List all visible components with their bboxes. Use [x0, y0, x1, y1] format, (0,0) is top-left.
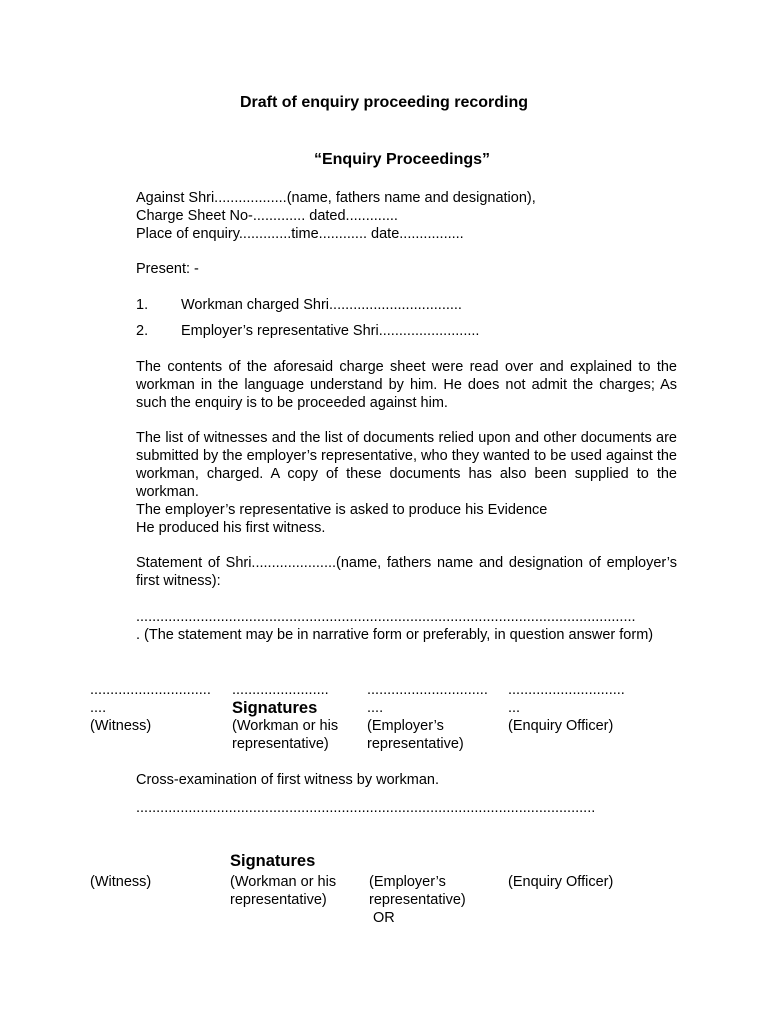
employer-label: (Employer’s [369, 874, 446, 890]
statement-paragraph: Statement of Shri.....................(name, fathers name and designation of employer’s first witness): [136, 555, 677, 589]
dotted-line: ........................ [232, 682, 329, 698]
charge-sheet-line: Charge Sheet No-............. dated............. [136, 208, 398, 224]
workman-label-2: representative) [230, 892, 327, 908]
present-item-number: 1. [136, 297, 149, 313]
dotted-line: .... [367, 700, 384, 716]
header-block [136, 189, 677, 243]
present-item-employer: Employer’s representative Shri......................... [181, 323, 480, 339]
signatures-heading: Signatures [230, 852, 316, 870]
workman-signature [230, 873, 336, 909]
or-label: OR [373, 910, 395, 926]
present-item-workman: Workman charged Shri................................. [181, 297, 462, 313]
employer-signature [369, 873, 466, 927]
workman-label: (Workman or his [230, 874, 337, 890]
cross-examination-dots: .................................................................................................................. [136, 800, 596, 816]
employer-signature [367, 681, 488, 753]
statement-note: . (The statement may be in narrative form or preferably, in question answer form) [136, 627, 654, 643]
dotted-line: .............................. [90, 682, 211, 698]
statement-dots: ............................................................................................................................ [136, 609, 636, 625]
dotted-line: ... [508, 700, 521, 716]
first-witness-line: He produced his first witness. [136, 520, 326, 536]
dotted-line: .............................. [367, 682, 488, 698]
signatures-heading: Signatures [232, 699, 318, 717]
paragraph-witnesses [136, 429, 677, 537]
cross-examination-line: Cross-examination of first witness by workman. [136, 772, 439, 788]
officer-label: (Enquiry Officer) [508, 874, 614, 890]
dotted-line: ............................. [508, 682, 625, 698]
dotted-line: .... [90, 700, 107, 716]
employer-label-2: representative) [367, 736, 464, 752]
witnesses-text: The list of witnesses and the list of documents relied upon and other documents are submitted by the employer’s representative, who they wanted to be used against the workman, charged. A copy of these documents has also been supplied to the workman. [136, 430, 677, 500]
witness-signature [90, 681, 211, 735]
witness-label: (Witness) [90, 718, 152, 734]
workman-label: (Workman or his [232, 718, 339, 734]
document-title: Draft of enquiry proceeding recording [239, 94, 529, 111]
officer-signature [508, 681, 625, 735]
witness-label: (Witness) [90, 874, 152, 890]
employer-label: (Employer’s [367, 718, 444, 734]
workman-label-2: representative) [232, 736, 329, 752]
place-line: Place of enquiry.............time............ date................ [136, 226, 464, 242]
evidence-line: The employer’s representative is asked to produce his Evidence [136, 502, 548, 518]
employer-label-2: representative) [369, 892, 466, 908]
present-item-number: 2. [136, 323, 149, 339]
workman-signature [232, 681, 338, 753]
present-label: Present: - [136, 261, 199, 277]
officer-label: (Enquiry Officer) [508, 718, 614, 734]
paragraph-charges: The contents of the aforesaid charge sheet were read over and explained to the workman in the language understand by him. He does not admit the charges; As such the enquiry is to be proceeded against him. [136, 359, 677, 411]
document-subtitle: “Enquiry Proceedings” [313, 151, 491, 168]
against-line: Against Shri..................(name, fathers name and designation), [136, 190, 536, 206]
